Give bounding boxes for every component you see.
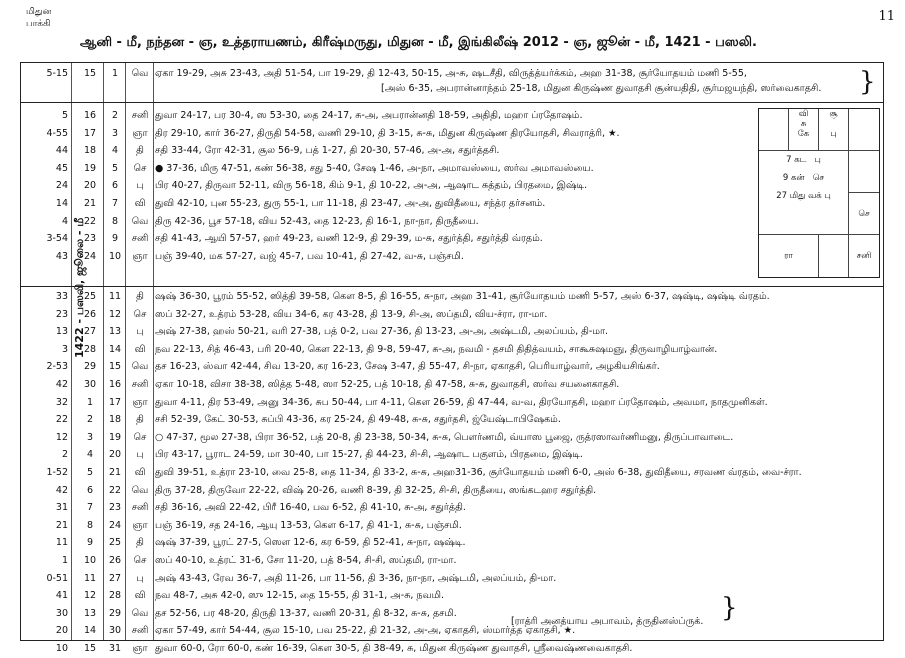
cell-c0: 2 xyxy=(61,449,68,461)
cell-c4: ● 37-36, மிரு 47-51, கண் 56-38, சது 5-40, சேஷ 1-46, அ-நா, அமாவஸ்யை, ஸர்வ அமாவஸ்யை. xyxy=(155,162,594,174)
cell-c2: 20 xyxy=(108,449,122,461)
cell-c0: 11 xyxy=(55,537,68,549)
cell-c4: ஏகா 19-29, அசு 23-43, அதி 51-54, பா 19-29, தி 12-43, 50-15, அ-சு, ஷடசீதி, விருத்த்யர்க்கம், அஹ 31-38, சூர்யோதயம் மணி 5-55, xyxy=(155,68,747,79)
cell-c0: 14 xyxy=(55,198,68,209)
cell-c4: பிர 43-17, பூராட 24-59, மா 30-40, பா 15-27, தி 44-23, சி-சி, ஆஷாட பகுளம், பிரதமை, இஷ்டி. xyxy=(155,449,583,461)
cell-c4: திரு 42-36, பூச 57-18, விய 52-43, தை 12-23, தி 16-1, நா-நா, திருதீயை. xyxy=(155,215,479,227)
cell-c3: தி xyxy=(136,414,144,426)
cell-c1: 14 xyxy=(83,625,97,637)
cell-c1: 15 xyxy=(83,68,97,79)
cell-c1: 1 xyxy=(86,396,94,408)
cell-c1: 5 xyxy=(86,467,94,478)
cell-c4: தச 16-23, ஸ்வா 42-44, சிவ 13-20, கர 16-23, சேஷ 3-47, தி 55-47, சி-நா, ஏகாதசி, பெரியாழ்வார், அழகியசிங்கர். xyxy=(155,361,660,373)
cell-c0: 45 xyxy=(55,162,68,174)
cell-c1: 24 xyxy=(83,250,97,262)
cell-c4: பஞ் 39-40, மக 57-27, வஜ் 45-7, பவ 10-41, தி 27-42, வ-சு, பஞ்சமி. xyxy=(155,250,464,262)
cell-c4: ஸப் 32-27, உத்ரம் 53-28, விய 34-6, கர 43-28, தி 13-9, சி-அ, ஸப்தமி, விய-ச்ரா, ரா-மா. xyxy=(155,308,548,320)
cell-c4: துவி 39-51, உத்ரா 23-10, வை 25-8, தை 11-34, தி 33-2, சு-சு, அஹ31-36, சூர்யோதயம் மணி 6-0, அஸ் 6-38, துவிதீயை, சரவண வ்ரதம், வை-ச்ரா. xyxy=(155,467,802,478)
cell-c1: 30 xyxy=(83,379,97,390)
cell-c3: வெ xyxy=(131,484,149,496)
cell-c2: 26 xyxy=(108,555,122,566)
cell-c2: 9 xyxy=(111,233,119,245)
cell-c1: 7 xyxy=(86,502,94,514)
cell-c0: 42 xyxy=(55,379,68,390)
cell-c3: தி xyxy=(136,537,144,549)
cell-c2: 23 xyxy=(108,502,122,514)
cell-c1: 29 xyxy=(83,361,97,373)
vertical-month-label: 1422 - பஸலி, ஜூலை - மீ xyxy=(73,217,86,358)
cell-c2: 8 xyxy=(111,215,119,227)
cell-c1: 3 xyxy=(86,431,94,443)
cell-c3: சனி xyxy=(131,110,149,121)
cell-c3: வி xyxy=(134,467,146,478)
chart-cell: ரா xyxy=(759,235,819,277)
block-1-continuation: [அஸ் 6-35, அபரான்னாந்தம் 25-18, மிதுன கிருஷ்ண துவாதசி சூன்யதிதி, சூர்மஜயந்தி, ஸர்வைகாதசி. xyxy=(381,83,822,94)
cell-c1: 17 xyxy=(83,127,97,139)
brace-2: } xyxy=(721,593,738,623)
cell-c3: தி xyxy=(136,291,144,302)
cell-c3: பு xyxy=(136,326,144,338)
cell-c3: ஞா xyxy=(132,519,148,531)
cell-c1: 27 xyxy=(83,326,97,338)
cell-c4: சதி 41-43, ஆயி 57-57, ஹர் 49-23, வணி 12-9, தி 29-39, ம-சு, சதுர்த்தி, சதுர்த்தி வ்ரதம். xyxy=(155,233,543,245)
chart-center: 7 கட பு 9 கன் செ 27 மிது வக் பு xyxy=(759,151,849,235)
cell-c0: 21 xyxy=(55,519,68,531)
cell-c4: நவ 22-13, சித் 46-43, பரி 20-40, கௌ 22-13, தி 9-8, 59-47, சு-அ, நவமி - தசமி திதித்வயம், சாகூசுஷமஞு, திருவாழியாழ்வான். xyxy=(155,343,718,355)
cell-c0: 5 xyxy=(61,110,68,121)
cell-c4: தச 52-56, பர 48-20, திருதி 13-37, வணி 20-31, தி 8-32, சு-சு, தசமி. xyxy=(155,607,457,619)
cell-c4: ஏகா 57-49, கார் 54-44, சூல 15-10, பவ 25-22, தி 21-32, அ-அ, ஏகாதசி, ஸ்மார்த்த ஏகாதசி, ★. xyxy=(155,625,576,637)
cell-c1: 22 xyxy=(83,215,97,227)
cell-c4: ஷஷ் 37-39, பூரட் 27-5, ஸௌ 12-6, கர 6-59, தி 52-41, சு-நா, ஷஷ்டி. xyxy=(155,537,466,549)
cell-c4: ஏகா 10-18, விசா 38-38, ஸித்த 5-48, ஸா 52-25, பத் 10-18, தி 47-58, சு-சு, துவாதசி, ஸர்வ சயனைகாதசி. xyxy=(155,379,620,390)
chart-cell: வி சு கே xyxy=(789,109,819,151)
cell-c4: திரு 37-28, திருவோ 22-22, விஷ் 20-26, வணி 8-39, தி 32-25, சி-சி, திருதீயை, ஸங்கடஹர சதுர்த்தி. xyxy=(155,484,597,496)
cell-c0: 3-54 xyxy=(46,233,68,245)
cell-c2: 29 xyxy=(108,607,122,619)
almanac-table xyxy=(20,62,884,654)
cell-c3: சனி xyxy=(131,233,149,245)
cell-c2: 19 xyxy=(108,431,122,443)
cell-c2: 15 xyxy=(108,361,122,373)
cell-c0: 41 xyxy=(55,590,68,602)
cell-c3: வி xyxy=(134,590,146,602)
cell-c3: பு xyxy=(136,449,144,461)
cell-c2: 24 xyxy=(108,519,122,531)
cell-c3: வி xyxy=(134,198,146,209)
cell-c2: 21 xyxy=(108,467,122,478)
cell-c0: 30 xyxy=(55,607,68,619)
cell-c1: 8 xyxy=(86,519,94,531)
cell-c0: 4-55 xyxy=(46,127,68,139)
cell-c2: 25 xyxy=(108,537,122,549)
cell-c3: வெ xyxy=(131,361,149,373)
cell-c1: 20 xyxy=(83,180,97,192)
cell-c2: 7 xyxy=(111,198,119,209)
cell-c3: செ xyxy=(133,308,147,320)
chart-cell: சனி xyxy=(856,251,872,261)
block-3 xyxy=(21,287,883,654)
cell-c2: 12 xyxy=(108,308,122,320)
cell-c1: 11 xyxy=(83,572,97,584)
cell-c2: 30 xyxy=(108,625,122,637)
cell-c3: செ xyxy=(133,431,147,443)
cell-c2: 4 xyxy=(111,145,119,157)
cell-c0: 0-51 xyxy=(46,572,68,584)
chart-cell xyxy=(849,109,879,151)
cell-c4: சதி 33-44, ரோ 42-31, சூல 56-9, பத் 1-27, தி 20-30, 57-46, அ-அ, சதுர்த்தசி. xyxy=(155,145,500,157)
cell-c3: பு xyxy=(136,180,144,192)
cell-c4: சதி 36-16, அவி 22-42, பிரீ 16-40, பவ 6-52, தி 41-10, சு-அ, சதுர்த்தி. xyxy=(155,502,466,514)
cell-c1: 2 xyxy=(86,414,94,426)
cell-c3: ஞா xyxy=(132,396,148,408)
cell-c3: செ xyxy=(133,555,147,566)
cell-c3: வெ xyxy=(131,68,149,79)
corner-line-1: மிதுன xyxy=(26,7,52,17)
block-3-continuation: [ராத்ரி அனத்யாய அபாவம், த்ருதினஸ்ப்ருக். xyxy=(511,616,704,627)
cell-c0: 33 xyxy=(55,291,68,302)
cell-c4: நவ 48-7, அசு 42-0, ஸு 12-15, தை 15-55, தி 31-1, அ-சு, நவமி. xyxy=(155,590,445,602)
cell-c4: பிர 40-27, திருவா 52-11, விரு 56-18, கிம் 9-1, தி 10-22, அ-அ, ஆஷாட சுத்தம், பிரதமை, இஷ்டி. xyxy=(155,180,588,192)
cell-c0: 43 xyxy=(55,250,68,262)
cell-c0: 3 xyxy=(61,343,68,355)
block-2 xyxy=(21,103,883,287)
cell-c0: 20 xyxy=(55,625,68,637)
cell-c0: 13 xyxy=(55,326,68,338)
chart-cell xyxy=(849,151,879,193)
cell-c2: 17 xyxy=(108,396,122,408)
page-title: ஆனி - மீ, நந்தன - ஞ, உத்தராயணம், கிரீஷ்மருது, மிதுன - மீ, இங்கிலீஷ் 2012 - ஞ, ஜூன் - மீ, 1421 - பஸலி. xyxy=(80,35,757,50)
cell-c0: 2-53 xyxy=(46,361,68,373)
chart-cell: செ xyxy=(849,193,879,235)
cell-c0: 12 xyxy=(55,431,68,443)
cell-c4: துவா 4-11, திர 53-49, அனு 34-36, சுப 50-44, பா 4-11, கௌ 26-59, தி 47-44, வ-வ, திரயோதசி, மஹா ப்ரதோஷம், அவமா, நாதமுனிகள். xyxy=(155,396,768,408)
cell-c1: 16 xyxy=(83,110,97,121)
cell-c1: 15 xyxy=(83,643,97,654)
cell-c1: 19 xyxy=(83,162,97,174)
cell-c1: 12 xyxy=(83,590,97,602)
cell-c3: வெ xyxy=(131,607,149,619)
cell-c0: 42 xyxy=(55,484,68,496)
page-number: 11 xyxy=(878,9,895,24)
cell-c0: 1-52 xyxy=(46,467,68,478)
cell-c2: 14 xyxy=(108,343,122,355)
cell-c2: 2 xyxy=(111,110,119,121)
cell-c2: 22 xyxy=(108,484,122,496)
chart-cell: சூ பு xyxy=(819,109,849,151)
cell-c2: 31 xyxy=(108,643,122,654)
cell-c4: ஸப் 40-10, உத்ரட் 31-6, சோ 11-20, பத் 8-54, சி-சி, ஸப்தமி, ரா-மா. xyxy=(155,555,457,566)
cell-c2: 1 xyxy=(111,68,119,79)
cell-c1: 23 xyxy=(83,233,97,245)
cell-c0: 10 xyxy=(55,643,68,654)
cell-c2: 28 xyxy=(108,590,122,602)
cell-c4: துவா 60-0, ரோ 60-0, கண் 16-39, கௌ 30-5, தி 38-49, சு, மிதுன கிருஷ்ண துவாதசி, ஸ்ரீவைஷ்ணவைகாதசி. xyxy=(155,643,633,654)
cell-c3: சனி xyxy=(131,502,149,514)
cell-c2: 3 xyxy=(111,127,119,139)
cell-c1: 21 xyxy=(83,198,97,209)
cell-c2: 16 xyxy=(108,379,122,390)
cell-c2: 27 xyxy=(108,572,122,584)
cell-c3: வெ xyxy=(131,215,149,227)
cell-c1: 28 xyxy=(83,343,97,355)
cell-c1: 26 xyxy=(83,308,97,320)
cell-c1: 25 xyxy=(83,291,97,302)
cell-c1: 18 xyxy=(83,145,97,157)
cell-c4: அஷ் 43-43, ரேவ 36-7, அதி 11-26, பா 11-56, தி 3-36, நா-நா, அஷ்டமி, அலப்யம், தி-மா. xyxy=(155,572,557,584)
cell-c3: ஞா xyxy=(132,643,148,654)
cell-c1: 9 xyxy=(86,537,94,549)
chart-cell xyxy=(759,109,789,151)
cell-c2: 5 xyxy=(111,162,119,174)
cell-c0: 32 xyxy=(55,396,68,408)
cell-c0: 5-15 xyxy=(46,68,68,79)
cell-c3: சனி xyxy=(131,379,149,390)
cell-c3: ஞா xyxy=(132,127,148,139)
cell-c3: சனி xyxy=(131,625,149,637)
cell-c1: 6 xyxy=(86,484,94,496)
cell-c4: திர 29-10, கார் 36-27, திருதி 54-58, வணி 29-10, தி 3-15, சு-சு, மிதுன கிருஷ்ண திரயோதசி, சிவராத்ரி, ★. xyxy=(155,127,620,139)
cell-c4: ○ 47-37, மூல 27-38, பிரா 36-52, பத் 20-8, தி 23-38, 50-34, சு-சு, பௌர்ணமி, வ்யாஸ பூஜை, ருத்ரஸாவர்ணிமனு, திருப்பாவாடை. xyxy=(155,431,734,443)
cell-c4: துவி 42-10, புன 55-23, துரு 55-1, பா 11-18, தி 23-47, அ-அ, துவிதீயை, சந்த்ர தர்சனம். xyxy=(155,198,546,209)
cell-c3: செ xyxy=(133,162,147,174)
cell-c1: 10 xyxy=(83,555,97,566)
cell-c1: 4 xyxy=(86,449,94,461)
cell-c4: சசி 52-39, கேட் 30-53, சுப்பி 43-36, கர 25-24, தி 49-48, சு-சு, சதுர்தசி, ஜ்யேஷ்டாபிஷேகம். xyxy=(155,414,561,426)
cell-c2: 10 xyxy=(108,250,122,262)
cell-c4: பஞ் 36-19, சத 24-16, ஆயு 13-53, கௌ 6-17, தி 41-1, சு-சு, பஞ்சமி. xyxy=(155,519,462,531)
cell-c2: 11 xyxy=(108,291,122,302)
cell-c4: அஷ் 27-38, ஹஸ் 50-21, வரி 27-38, பத் 0-2, பவ 27-36, தி 13-23, அ-அ, அஷ்டமி, அலப்யம், தி-மா. xyxy=(155,326,608,338)
cell-c0: 31 xyxy=(55,502,68,514)
cell-c0: 1 xyxy=(61,555,68,566)
cell-c3: தி xyxy=(136,145,144,157)
cell-c2: 13 xyxy=(108,326,122,338)
cell-c3: பு xyxy=(136,572,144,584)
chart-cell xyxy=(819,235,849,277)
cell-c3: ஞா xyxy=(132,250,148,262)
cell-c1: 13 xyxy=(83,607,97,619)
cell-c2: 18 xyxy=(108,414,122,426)
cell-c0: 24 xyxy=(55,180,68,192)
cell-c4: ஷஷ் 36-30, பூரம் 55-52, ஸித்தி 39-58, கௌ 8-5, தி 16-55, சு-நா, அஹ 31-41, சூர்யோதயம் மணி 5-57, அஸ் 6-37, ஷஷ்டி, ஷஷ்டி வ்ரதம். xyxy=(155,291,770,302)
corner-line-2: பாக்கி xyxy=(26,19,51,29)
cell-c4: துவா 24-17, பர 30-4, ஸ 53-30, தை 24-17, சு-அ, அபரான்னதி 18-59, அதிதி, மஹா ப்ரதோஷம். xyxy=(155,110,583,121)
cell-c0: 44 xyxy=(55,145,68,157)
cell-c0: 23 xyxy=(55,308,68,320)
brace-1: } xyxy=(859,67,876,97)
horoscope-chart xyxy=(758,108,880,278)
cell-c0: 4 xyxy=(61,215,68,227)
corner-label xyxy=(26,6,51,30)
cell-c2: 6 xyxy=(111,180,119,192)
cell-c3: வி xyxy=(134,343,146,355)
cell-c0: 22 xyxy=(55,414,68,426)
